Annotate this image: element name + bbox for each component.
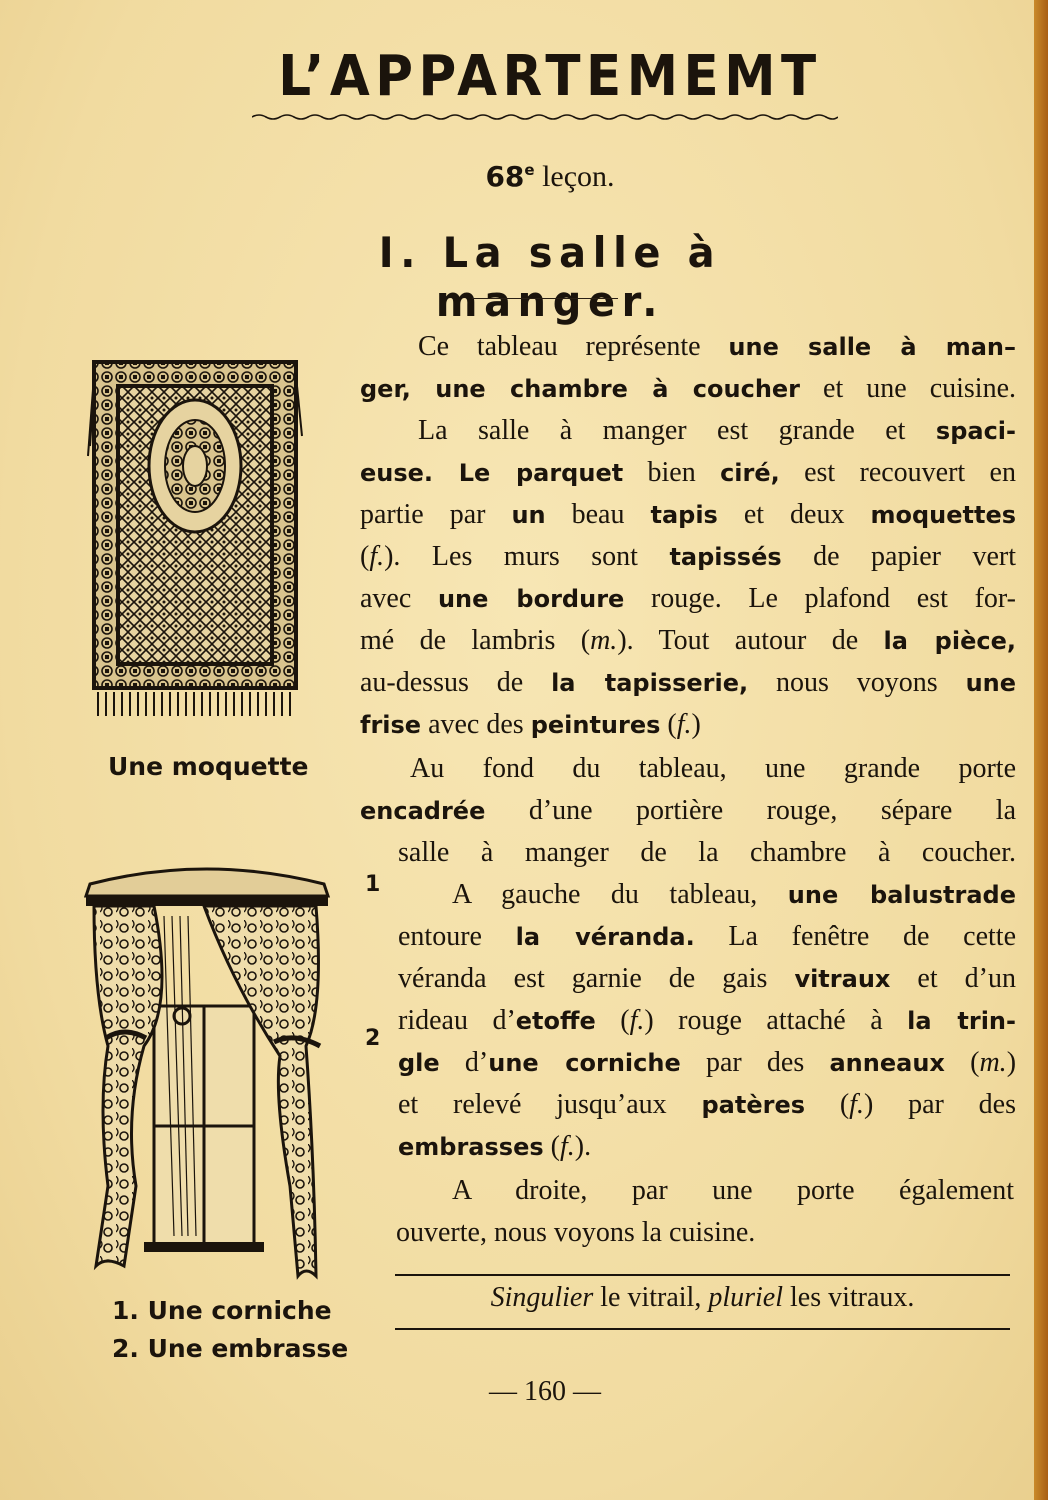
body-line: La salle à manger est grande et spaci- (418, 415, 1016, 446)
body-line: avec une bordure rouge. Le plafond est for- (360, 583, 1016, 614)
body-line: entoure la véranda. La fenêtre de cette (398, 921, 1017, 952)
section-rule (472, 298, 618, 299)
body-line: véranda est garnie de gais vitraux et d’un (398, 963, 1017, 994)
footnote: Singulier le vitrail, pluriel les vitraux. (490, 1282, 915, 1313)
window-caption-1: 1. Une corniche (112, 1296, 332, 1325)
section-title: I. La salle à manger. (378, 228, 722, 326)
window-caption-2: 2. Une embrasse (112, 1334, 349, 1363)
body-line: (f.). Les murs sont tapissés de papier vert (360, 541, 1016, 572)
rug-caption: Une moquette (108, 752, 309, 781)
body-line: ger, une chambre à coucher et une cuisine. (360, 373, 1017, 404)
page-edge (1034, 0, 1048, 1500)
page-number: — 160 — (489, 1376, 601, 1407)
rug-illustration (86, 356, 304, 720)
curtain-window-illustration (84, 856, 344, 1286)
body-line: salle à manger de la chambre à coucher. (398, 837, 1016, 868)
body-line: et relevé jusqu’aux patères (f.) par des (398, 1089, 1016, 1120)
footnote-top-rule (395, 1274, 1010, 1276)
title-wavy-rule (252, 112, 838, 122)
footnote-bottom-rule (395, 1328, 1010, 1330)
body-line: euse. Le parquet bien ciré, est recouvert en (360, 457, 1016, 488)
body-line: encadrée d’une portière rouge, sépare la (360, 795, 1016, 826)
chapter-title: L’APPARTEMEMT (278, 44, 822, 109)
figure-marker-2: 2 (365, 1026, 381, 1051)
body-line: rideau d’etoffe (f.) rouge attaché à la trin- (398, 1005, 1016, 1036)
body-line: frise avec des peintures (f.) (360, 709, 701, 740)
lesson-number: 68e leçon. (485, 160, 615, 193)
body-line: ouverte, nous voyons la cuisine. (396, 1217, 756, 1248)
body-line: gle d’une corniche par des anneaux (m.) (398, 1047, 1017, 1078)
body-line: partie par un beau tapis et deux moquettes (360, 499, 1016, 530)
body-line: Au fond du tableau, une grande porte (410, 753, 1016, 784)
body-line: A gauche du tableau, une balustrade (452, 879, 1016, 910)
body-line: au-dessus de la tapisserie, nous voyons une (360, 667, 1017, 698)
body-line: embrasses (f.). (398, 1131, 592, 1162)
figure-marker-1: 1 (365, 872, 381, 897)
body-line: A droite, par une porte également (452, 1175, 1014, 1206)
body-line: mé de lambris (m.). Tout autour de la pièce, (360, 625, 1016, 656)
body-line: Ce tableau représente une salle à man– (418, 331, 1017, 362)
